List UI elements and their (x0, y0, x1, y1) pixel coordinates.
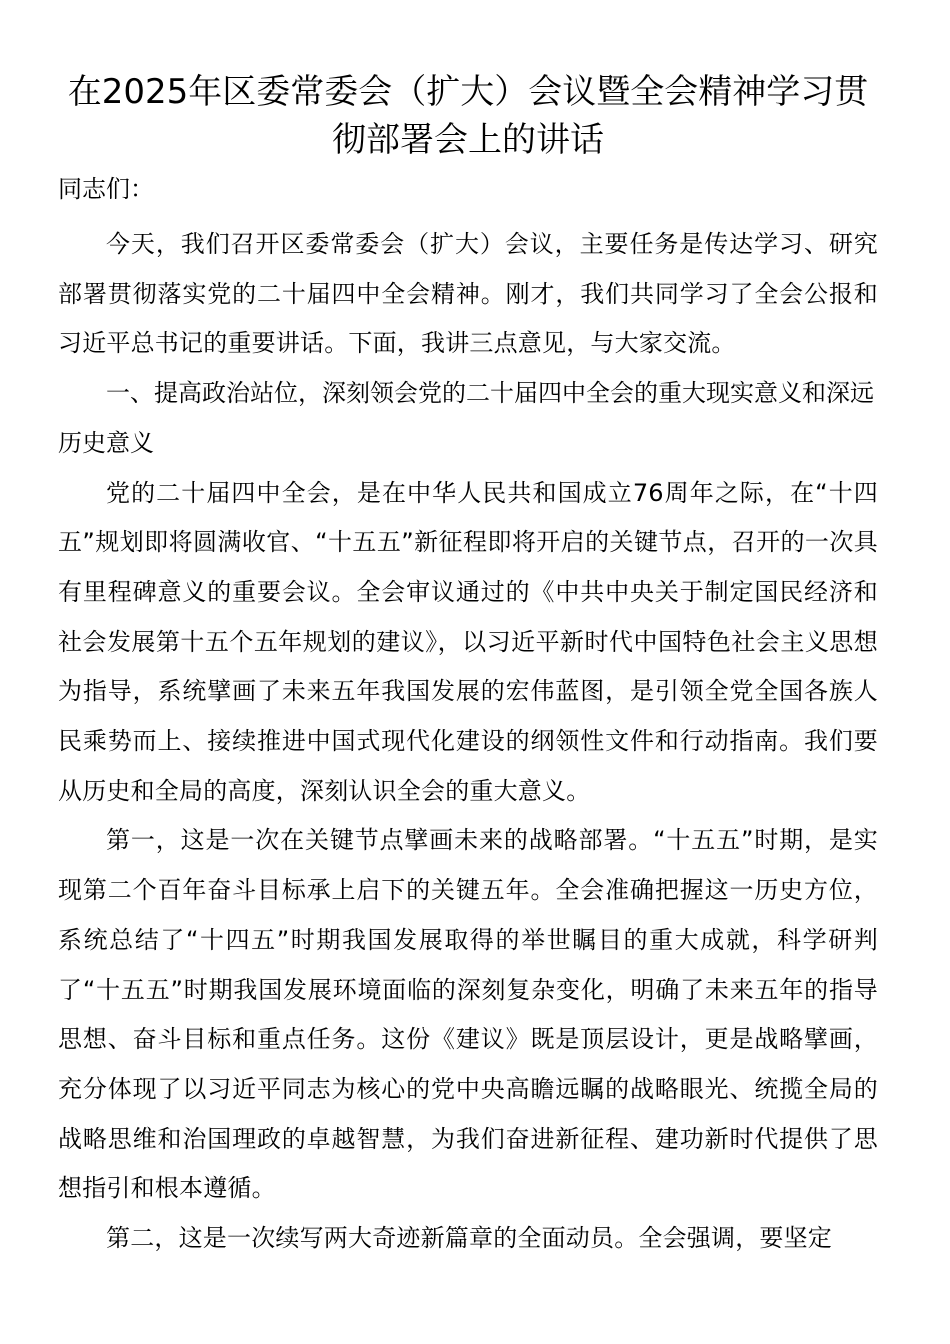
document-page (58, 68, 878, 1264)
salutation: 同志们： (58, 175, 154, 203)
paragraph-point-second: 第二，这是一次续写两大奇迹新篇章的全面动员。全会强调，要坚定 (106, 1224, 832, 1253)
paragraph-plenum-overview: 党的二十届四中全会，是在中华人民共和国成立76周年之际，在“十四五”规划即将圆满收官、“十五五”新征程即将开启的关键节点，召开的一次具有里程碑意义的重要会议。全会审议通过的《中共中央关于制定国民经济和社会发展第十五个五年规划的建议》，以习近平新时代中国特色社会主义思想为指导，系统擘画了未来五年我国发展的宏伟蓝图，是引领全党全国各族人民乘势而上、接续推进中国式现代化建设的纲领性文件和行动指南。我们要从历史和全局的高度，深刻认识全会的重大意义。 (58, 478, 878, 805)
paragraph-point-first: 第一，这是一次在关键节点擘画未来的战略部署。“十五五”时期，是实现第二个百年奋斗目标承上启下的关键五年。全会准确把握这一历史方位，系统总结了“十四五”时期我国发展取得的举世瞩目的重大成就，科学研判了“十五五”时期我国发展环境面临的深刻复杂变化，明确了未来五年的指导思想、奋斗目标和重点任务。这份《建议》既是顶层设计，更是战略擘画，充分体现了以习近平同志为核心的党中央高瞻远瞩的战略眼光、统揽全局的战略思维和治国理政的卓越智慧，为我们奋进新征程、建功新时代提供了思想指引和根本遵循。 (58, 826, 878, 1203)
paragraph-intro: 今天，我们召开区委常委会（扩大）会议，主要任务是传达学习、研究部署贯彻落实党的二十届四中全会精神。刚才，我们共同学习了全会公报和习近平总书记的重要讲话。下面，我讲三点意见，与大家交流。 (58, 230, 878, 358)
document-title: 在2025年区委常委会（扩大）会议暨全会精神学习贯彻部署会上的讲话 (67, 72, 869, 160)
section-heading-1: 一、提高政治站位，深刻领会党的二十届四中全会的重大现实意义和深远历史意义 (58, 379, 874, 457)
